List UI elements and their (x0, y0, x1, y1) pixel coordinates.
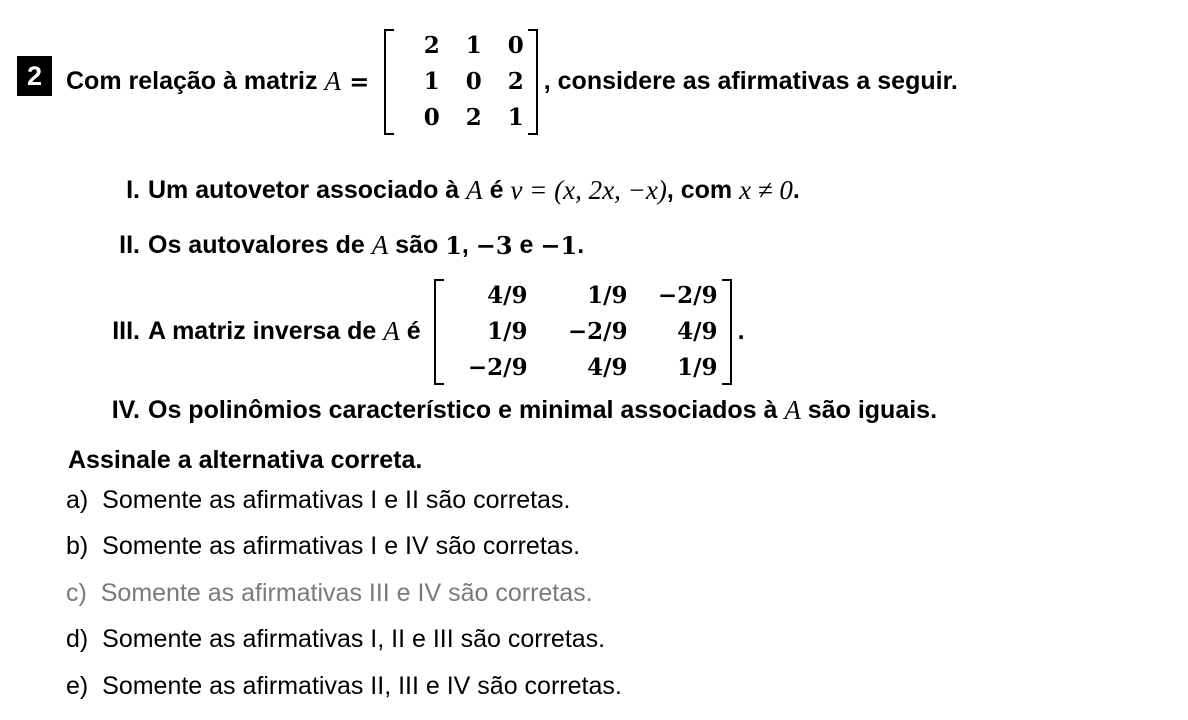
statement-text: . (792, 175, 800, 204)
statement-text: é (482, 175, 511, 204)
statement-iii (96, 278, 745, 385)
math: A (383, 316, 400, 346)
matrix-cell: 4/9 (587, 353, 628, 381)
matrix-cell: 4/9 (487, 281, 528, 309)
option-d[interactable] (66, 625, 605, 654)
option-label: b) (66, 532, 89, 560)
matrix-cell: 1 (465, 31, 482, 59)
option-text: Somente as afirmativas I e II são corretas. (102, 486, 571, 514)
matrix-cell: 1 (423, 67, 440, 95)
option-label: c) (66, 579, 87, 607)
inverse-matrix (434, 279, 732, 385)
math: −1 (540, 230, 578, 260)
math: A (466, 174, 483, 205)
matrix-a (384, 29, 538, 135)
option-label: e) (66, 672, 89, 700)
statement-i (96, 172, 800, 208)
statement-text: Os autovalores de (148, 230, 372, 259)
math: A (371, 229, 389, 260)
math: A (784, 394, 801, 425)
matrix-cell: 4/9 (677, 317, 718, 345)
statement-text: são (388, 230, 446, 259)
equals-sign: = (340, 67, 378, 96)
statement-text: Um autovetor associado à (148, 175, 467, 204)
matrix-cell: 2 (423, 31, 440, 59)
option-e[interactable] (66, 672, 622, 701)
question-number-badge: 2 (17, 56, 52, 96)
statement-text: A matriz inversa de (148, 317, 384, 345)
statement-label: III. (112, 317, 140, 345)
statement-text: Os polinômios característico e minimal associados à (148, 395, 785, 424)
option-text: Somente as afirmativas III e IV são corretas. (100, 579, 593, 607)
matrix-cell: 1 (507, 103, 524, 131)
matrix-cell: −2/9 (657, 281, 718, 309)
option-c[interactable] (66, 579, 593, 608)
statement-text: . (737, 317, 745, 345)
option-text: Somente as afirmativas I e IV são corretas. (102, 532, 581, 560)
option-label: d) (66, 625, 89, 653)
statement-iv (96, 392, 937, 428)
statement-text: . (577, 230, 585, 259)
option-label: a) (66, 486, 89, 514)
math: x ≠ 0 (739, 174, 793, 205)
statement-ii (96, 227, 584, 263)
math: 1 (445, 230, 462, 260)
option-a[interactable] (66, 486, 570, 515)
matrix-cell: 2 (507, 67, 524, 95)
statement-text: são iguais. (800, 395, 938, 424)
matrix-cell: −2/9 (467, 353, 528, 381)
option-text: Somente as afirmativas I, II e III são corretas. (102, 625, 606, 653)
statement-label: II. (119, 230, 140, 259)
instruction: Assinale a alternativa correta. (68, 445, 423, 474)
intro-text-end: , considere as afirmativas a seguir. (543, 67, 958, 95)
math: −3 (475, 230, 513, 260)
statement-text: e (512, 230, 541, 259)
matrix-cell: 1/9 (487, 317, 528, 345)
option-text: Somente as afirmativas II, III e IV são corretas. (102, 672, 622, 700)
matrix-cell: 0 (423, 103, 440, 131)
question-statement (66, 28, 958, 135)
matrix-name: A (324, 66, 341, 96)
statement-text: é (399, 317, 428, 345)
matrix-cell: 0 (507, 31, 524, 59)
option-b[interactable] (66, 532, 580, 561)
matrix-cell: −2/9 (567, 317, 628, 345)
matrix-cell: 0 (465, 67, 482, 95)
statement-text: , com (666, 175, 740, 204)
statement-label: IV. (111, 395, 140, 424)
statement-text: , (461, 230, 476, 259)
math: v = (x, 2x, −x) (510, 174, 667, 205)
matrix-cell: 1/9 (587, 281, 628, 309)
statement-label: I. (126, 175, 140, 204)
matrix-cell: 1/9 (677, 353, 718, 381)
intro-text: Com relação à matriz (66, 67, 325, 95)
matrix-cell: 2 (465, 103, 482, 131)
